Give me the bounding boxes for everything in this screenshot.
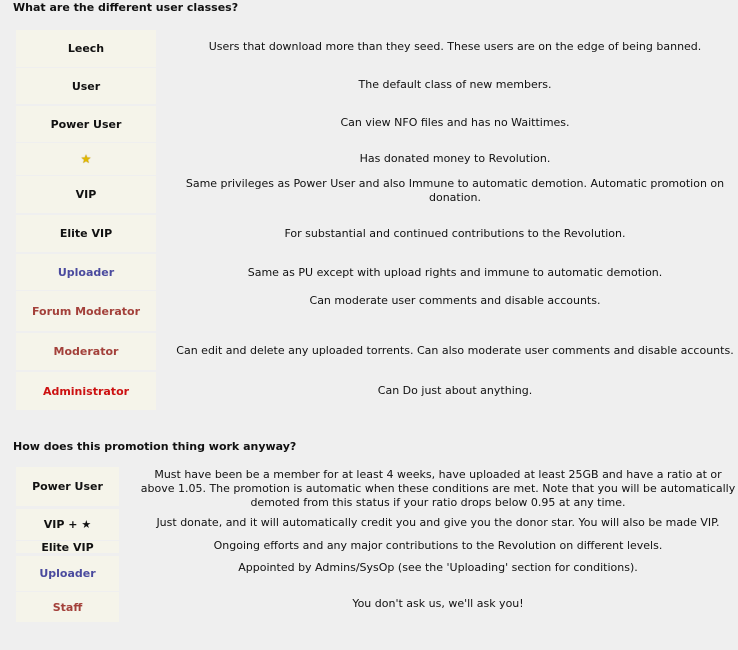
class-name-cell: Administrator xyxy=(16,372,156,410)
class-name-cell: Moderator xyxy=(16,333,156,370)
class-name-cell: VIP xyxy=(16,176,156,213)
class-name-cell: Uploader xyxy=(16,254,156,290)
class-description: Ongoing efforts and any major contributions to the Revolution on different levels. xyxy=(213,539,663,552)
class-description: Same as PU except with upload rights and immune to automatic demotion. xyxy=(247,266,663,279)
class-description: Must have been be a member for at least 4 weeks, have uploaded at least 25GB and have a ratio at or above 1.05. The promotion is automatic when these conditions are met. Note that you will be automatically demoted from this status if your ratio drops below 0.95 at any time. xyxy=(140,468,736,509)
class-description: Can edit and delete any uploaded torrents. Can also moderate user comments and disable accounts. xyxy=(176,344,734,357)
class-name-cell: Elite VIP xyxy=(16,541,119,553)
class-name-cell: Uploader xyxy=(16,556,119,591)
class-name-cell: Elite VIP xyxy=(16,215,156,252)
class-description: Can view NFO files and has no Waittimes. xyxy=(340,116,570,129)
section-title-user-classes: What are the different user classes? xyxy=(13,1,239,14)
class-description: The default class of new members. xyxy=(358,78,552,91)
class-name-cell: Power User xyxy=(16,106,156,142)
class-name-cell: Staff xyxy=(16,592,119,622)
section-title-promotion: How does this promotion thing work anyway? xyxy=(13,440,297,453)
class-name-cell: User xyxy=(16,68,156,104)
class-name-cell: VIP + ★ xyxy=(16,509,119,540)
class-name-cell: Leech xyxy=(16,30,156,67)
class-description: Users that download more than they seed. These users are on the edge of being banned. xyxy=(208,40,702,53)
class-description: Can Do just about anything. xyxy=(377,384,533,397)
class-description: Appointed by Admins/SysOp (see the 'Uploading' section for conditions). xyxy=(238,561,638,574)
class-description: For substantial and continued contributions to the Revolution. xyxy=(284,227,626,240)
class-description: Same privileges as Power User and also Immune to automatic demotion. Automatic promotion on donation. xyxy=(185,177,725,204)
class-name-cell: Power User xyxy=(16,467,119,506)
class-description: You don't ask us, we'll ask you! xyxy=(352,597,524,610)
class-description: Has donated money to Revolution. xyxy=(359,152,551,165)
class-description: Just donate, and it will automatically credit you and give you the donor star. You will also be made VIP. xyxy=(156,516,720,529)
donor-star-icon: ★ xyxy=(16,143,156,175)
class-description: Can moderate user comments and disable accounts. xyxy=(309,294,601,307)
class-name-cell: Forum Moderator xyxy=(16,291,156,331)
